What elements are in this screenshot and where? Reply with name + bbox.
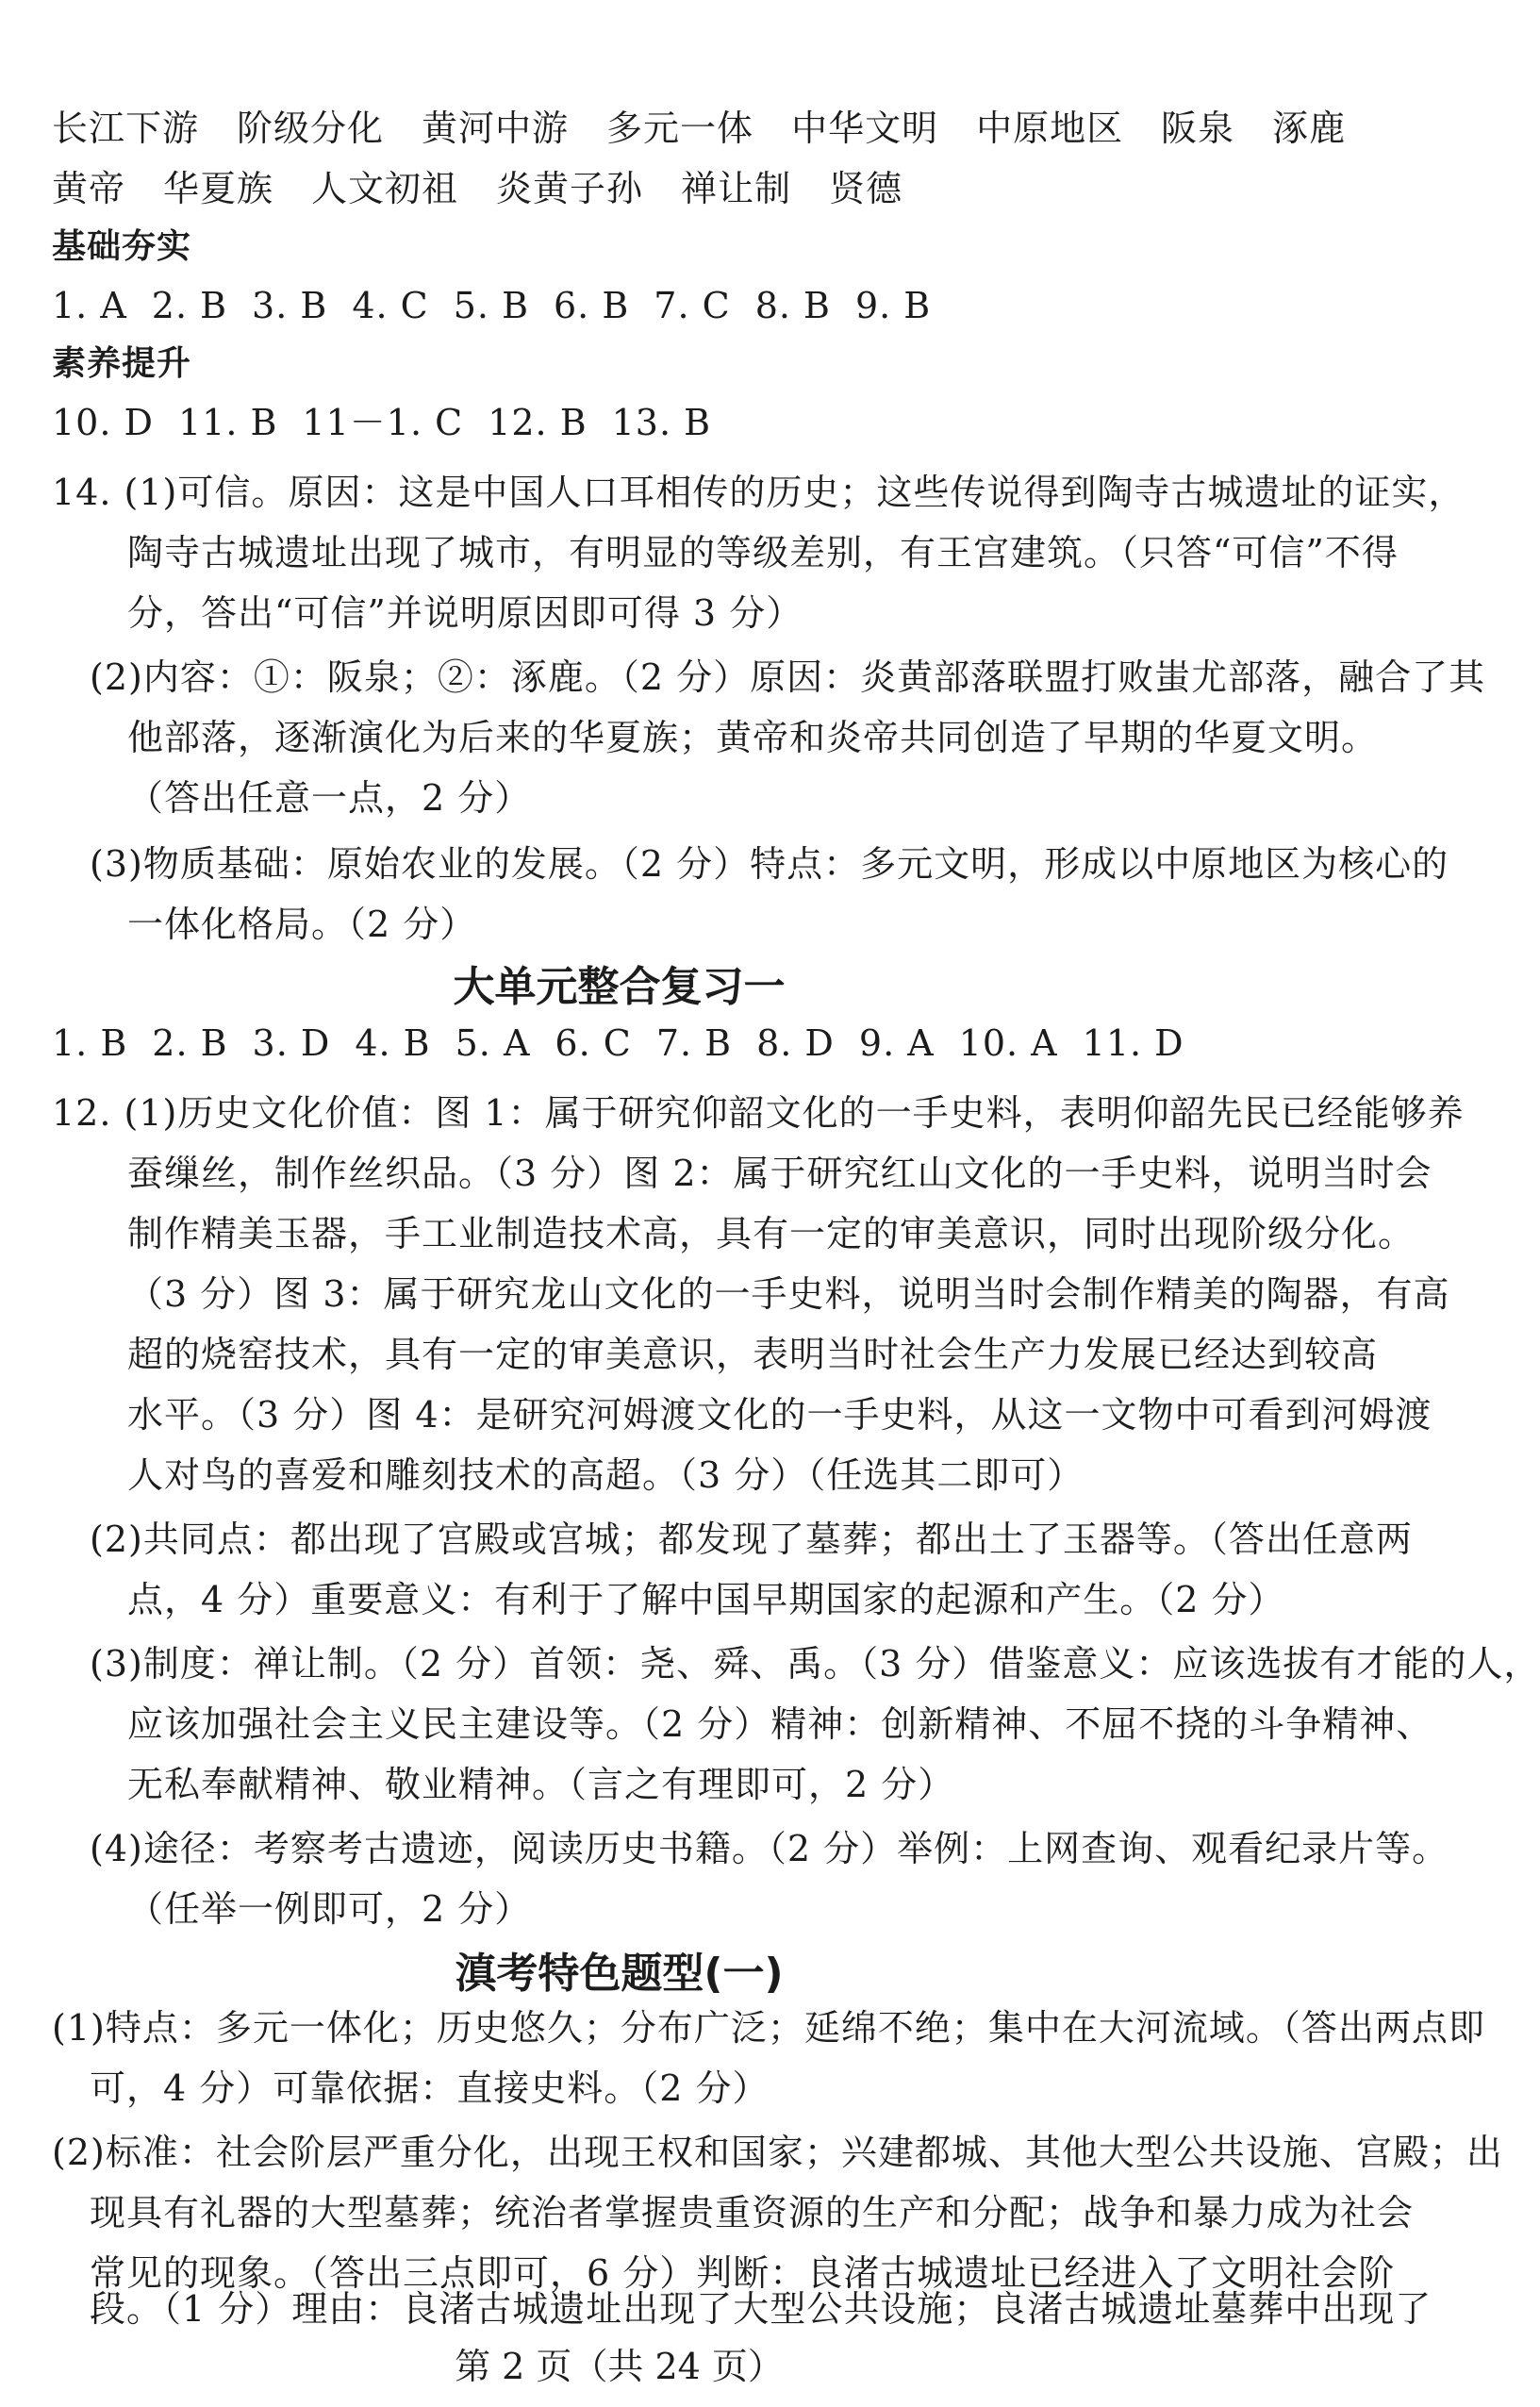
answer: 9. A — [858, 1022, 935, 1064]
answer: 2. B — [152, 1022, 228, 1064]
answer: 9. B — [854, 285, 932, 326]
answer: 8. B — [754, 285, 831, 326]
answer: 5. B — [453, 285, 529, 326]
term: 人文初祖 — [311, 168, 459, 209]
term: 涿鹿 — [1272, 108, 1347, 149]
answer: 11. D — [1082, 1022, 1184, 1064]
q14-line: (3)物质基础：原始农业的发展。（2 分）特点：多元文明，形成以中原地区为核心的 — [90, 843, 1449, 885]
q12-line: 点，4 分）重要意义：有利于了解中国早期国家的起源和产生。（2 分） — [127, 1579, 1285, 1620]
q12-line: 蚕缫丝，制作丝织品。（3 分）图 2：属于研究红山文化的一手史料，说明当时会 — [127, 1153, 1432, 1194]
answer: 6. C — [555, 1022, 632, 1064]
answer: 4. B — [355, 1022, 431, 1064]
heading-special-questions: 滇考特色题型(一) — [455, 1950, 784, 1998]
q12-line: 应该加强社会主义民主建设等。（2 分）精神：创新精神、不屈不挠的斗争精神、 — [127, 1703, 1433, 1745]
term: 中原地区 — [976, 108, 1124, 149]
basic-answers — [52, 279, 955, 332]
answer: 11－1. C — [302, 402, 464, 443]
answer: 13. B — [611, 402, 712, 443]
q12-line: 无私奉献精神、敬业精神。（言之有理即可，2 分） — [127, 1764, 955, 1805]
answer: 11. B — [177, 402, 278, 443]
special-line: 现具有礼器的大型墓葬；统治者掌握贵重资源的生产和分配；战争和暴力成为社会 — [90, 2192, 1415, 2233]
term: 阶级分化 — [237, 108, 385, 149]
q12-line: （3 分）图 3：属于研究龙山文化的一手史料，说明当时会制作精美的陶器，有高 — [127, 1273, 1450, 1315]
q12-line: 人对鸟的喜爱和雕刻技术的高超。（3 分）（任选其二即可） — [127, 1454, 1085, 1496]
term: 炎黄子孙 — [496, 168, 644, 209]
special-line: 可，4 分）可靠依据：直接史料。（2 分） — [90, 2067, 770, 2109]
unit-answers — [52, 1017, 1209, 1070]
q12-line: (3)制度：禅让制。（2 分）首领：尧、舜、禹。（3 分）借鉴意义：应该选拔有才能的人， — [90, 1643, 1540, 1685]
terms-row-1 — [52, 102, 1383, 155]
special-line: 常见的现象。（答出三点即可，6 分）判断：良渚古城遗址已经进入了文明社会阶 — [90, 2252, 1396, 2294]
page-footer: 第 2 页（共 24 页） — [455, 2346, 784, 2387]
term: 中华文明 — [791, 108, 939, 149]
q14-line: 他部落，逐渐演化为后来的华夏族；黄帝和炎帝共同创造了早期的华夏文明。 — [127, 717, 1379, 758]
terms-row-2 — [52, 162, 940, 215]
answer: 3. B — [252, 285, 328, 326]
answer: 1. B — [52, 1022, 128, 1064]
q12-line: 水平。（3 分）图 4：是研究河姆渡文化的一手史料，从这一文物中可看到河姆渡 — [127, 1394, 1432, 1436]
answer: 6. B — [554, 285, 630, 326]
term: 长江下游 — [52, 108, 200, 149]
special-line: (2)标准：社会阶层严重分化，出现王权和国家；兴建都城、其他大型公共设施、宫殿；出 — [52, 2132, 1503, 2173]
term: 黄帝 — [52, 168, 126, 209]
section-basic-title: 基础夯实 — [52, 227, 192, 266]
section-improve-title: 素养提升 — [52, 344, 192, 383]
answer: 12. B — [488, 402, 588, 443]
special-line: 段。（1 分）理由：良渚古城遗址出现了大型公共设施；良渚古城遗址墓葬中出现了 — [90, 2288, 1432, 2330]
q14-line: (2)内容：①：阪泉；②：涿鹿。（2 分）原因：炎黄部落联盟打败蚩尤部落，融合了其 — [90, 656, 1486, 698]
q14-line: 陶寺古城遗址出现了城市，有明显的等级差别，有王宫建筑。（只答“可信”不得 — [127, 532, 1399, 573]
term: 贤德 — [829, 168, 903, 209]
special-line: (1)特点：多元一体化；历史悠久；分布广泛；延绵不绝；集中在大河流域。（答出两点即 — [52, 2007, 1485, 2049]
answer: 10. A — [958, 1022, 1058, 1064]
q14-line: （答出任意一点，2 分） — [127, 777, 532, 819]
answer: 3. D — [252, 1022, 331, 1064]
heading-unit-review: 大单元整合复习一 — [453, 963, 786, 1011]
answer: 1. A — [52, 285, 127, 326]
q12-line: (2)共同点：都出现了宫殿或宫城；都发现了墓葬；都出土了玉器等。（答出任意两 — [90, 1519, 1413, 1560]
answer: 7. C — [654, 285, 731, 326]
answer: 10. D — [52, 402, 154, 443]
answer: 4. C — [352, 285, 429, 326]
q14-line: 14. (1)可信。原因：这是中国人口耳相传的历史；这些传说得到陶寺古城遗址的证实， — [52, 472, 1465, 513]
q12-line: 制作精美玉器，手工业制造技术高，具有一定的审美意识，同时出现阶级分化。 — [127, 1213, 1416, 1254]
term: 华夏族 — [163, 168, 274, 209]
q12-line: (4)途径：考察考古遗迹，阅读历史书籍。（2 分）举例：上网查询、观看纪录片等。 — [90, 1828, 1449, 1869]
q14-line: 分，答出“可信”并说明原因即可得 3 分） — [127, 592, 803, 634]
answer: 5. A — [455, 1022, 531, 1064]
answer: 8. D — [756, 1022, 835, 1064]
term: 阪泉 — [1161, 108, 1235, 149]
q12-line: （任举一例即可，2 分） — [127, 1888, 532, 1930]
term: 禅让制 — [681, 168, 792, 209]
term: 黄河中游 — [422, 108, 570, 149]
q14-line: 一体化格局。（2 分） — [127, 904, 477, 945]
q12-line: 超的烧窑技术，具有一定的审美意识，表明当时社会生产力发展已经达到较高 — [127, 1334, 1379, 1375]
q12-line: 12. (1)历史文化价值：图 1：属于研究仰韶文化的一手史料，表明仰韶先民已经能够养 — [52, 1092, 1465, 1134]
term: 多元一体 — [606, 108, 754, 149]
answer: 2. B — [151, 285, 228, 326]
improve-answers — [52, 396, 736, 449]
answer: 7. B — [655, 1022, 733, 1064]
